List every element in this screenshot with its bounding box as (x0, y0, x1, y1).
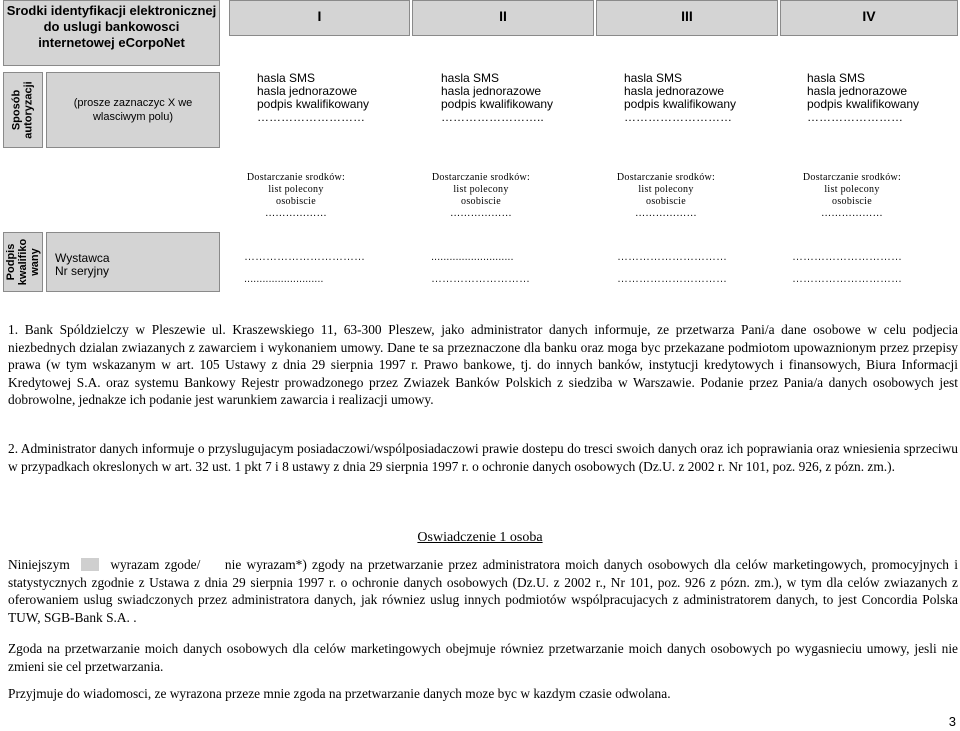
auth-options-col-4[interactable]: hasla SMS hasla jednorazowe podpis kwalifikowany …………………… (807, 71, 920, 124)
auth-options-col-2[interactable]: hasla SMS hasla jednorazowe podpis kwalifikowany …………………….. (441, 71, 554, 124)
auth-instruction: (prosze zaznaczyc X we wlasciwym polu) (46, 72, 220, 148)
delivery-col-3[interactable]: Dostarczanie srodków: list polecony osobiscie ……………… (616, 172, 716, 219)
consent-intro: Niniejszym (8, 557, 70, 572)
issuer-serial-label: Wystawca Nr seryjny (46, 232, 220, 292)
rights-paragraph: 2. Administrator danych informuje o przyslugujacym posiadaczowi/wspólposiadaczowi prawie dostepu do tresci swoich danych oraz ich poprawiania oraz wniesienia sprzeciwu w przypadkach okreslonych w art. 32 ust. 1 pkt 7 i 8 ustawy z dnia 29 sierpnia 1997 r. o ochronie danych osobowych (Dz.U. z 2002 r. Nr 101, poz. 926, z pózn. zm.). (8, 441, 958, 474)
consent-no-marker[interactable] (208, 558, 218, 571)
form-title: Srodki identyfikacji elektronicznej do uslugi bankowosci internetowej eCorpoNet (3, 0, 220, 66)
section-title: Oswiadczenie 1 osoba (417, 530, 543, 545)
column-header-3: III (596, 0, 778, 36)
signature-field-col-3[interactable]: ………………………… ………………………… (617, 251, 727, 285)
delivery-col-2[interactable]: Dostarczanie srodków: list polecony osobiscie ……………… (431, 172, 531, 219)
delivery-col-1[interactable]: Dostarczanie srodków: list polecony osobiscie ……………… (246, 172, 346, 219)
column-header-4: IV (780, 0, 958, 36)
qualified-signature-label: Podpis kwalifiko wany (3, 232, 43, 292)
delivery-col-4[interactable]: Dostarczanie srodków: list polecony osobiscie ……………… (802, 172, 902, 219)
page-number: 3 (948, 714, 956, 729)
signature-field-col-2[interactable]: ........................... ……………………… (431, 251, 530, 285)
revocation-paragraph: Przyjmuje do wiadomosci, ze wyrazona przeze mnie zgoda na przetwarzanie danych moze byc w kazdym czasie odwolana. (8, 686, 671, 701)
consent-paragraph (8, 556, 958, 626)
consent-body: nie wyrazam*) zgody na przetwarzanie przez administratora moich danych osobowych dla celów marketingowych, promocyjnych i statystycznych zgodnie z Ustawa z dnia 29 sierpnia 1997 r. o ochronie danych osobowych (Dz.U. z 2002 r., Nr 101, poz. 926 z pózn. zm.), w tym dla celów zwiazanych z oferowaniem uslug swiadczonych przez administratora danych, jak równiez uslug innych podmiotów wspólpracujacych z administratorem danych, to jest Concordia Polska TUW, SGB-Bank S.A. . (8, 557, 958, 625)
column-header-1: I (229, 0, 410, 36)
auth-options-col-1[interactable]: hasla SMS hasla jednorazowe podpis kwalifikowany ……………………… (257, 71, 370, 124)
consent-checkbox[interactable] (81, 558, 99, 571)
signature-field-col-1[interactable]: …………………………… .......................... (244, 251, 365, 285)
auth-options-col-3[interactable]: hasla SMS hasla jednorazowe podpis kwalifikowany ……………………… (624, 71, 737, 124)
identification-form (0, 0, 960, 310)
signature-field-col-4[interactable]: ………………………… ………………………… (792, 251, 902, 285)
auth-method-label: Sposób autoryzacji (3, 72, 43, 148)
data-admin-paragraph: 1. Bank Spóldzielczy w Pleszewie ul. Kraszewskiego 11, 63-300 Pleszew, jako administrator danych informuje, ze przetwarza Pani/a dane osobowe w celu podjecia niezbednych dzialan zwiazanych z zawarciem i wykonaniem umowy. Dane te sa przeznaczone dla banku oraz moga byc przekazane podmiotom upowaznionym przez przepisy prawa (w tym wskazanym w art. 105 Ustawy z dnia 29 sierpnia 1997 r. Prawo bankowe, tj. do innych banków, instytucji kredytowych i finansowych, Biura Informacji Kredytowej S.A. oraz systemu Bankowy Rejestr prowadzonego przez Zwiazek Banków Polskich z siedziba w Warszawie. Podanie przez Pania/a danych osobowych jest dobrowolne, jednakze ich podanie jest warunkiem zawarcia i realizacji umowy. (8, 322, 958, 408)
consent-scope-paragraph: Zgoda na przetwarzanie moich danych osobowych dla celów marketingowych obejmuje równiez przetwarzanie moich danych osobowych po wygasnieciu umowy, jesli nie zmieni sie cel przetwarzania. (8, 641, 958, 674)
column-header-2: II (412, 0, 594, 36)
consent-yes: wyrazam zgode/ (110, 557, 201, 572)
